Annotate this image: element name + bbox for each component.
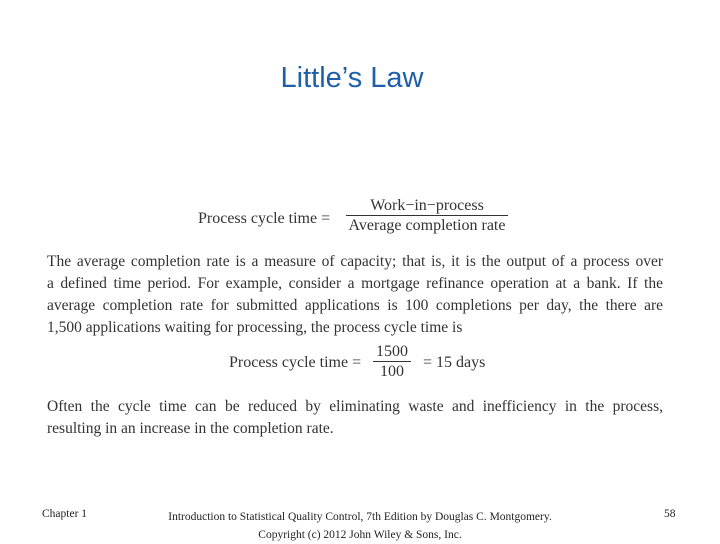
example-lhs: Process cycle time =: [229, 354, 362, 371]
slide-title: Little’s Law: [280, 62, 424, 94]
example-denominator: 100: [380, 363, 404, 380]
paragraph-line: The average completion rate is a measure of capacity; that is, it is the output of a process over: [47, 253, 663, 270]
paragraph-line: resulting in an increase in the completion rate.: [47, 420, 334, 437]
paragraph-line: 1,500 applications waiting for processing, the process cycle time is: [47, 319, 463, 336]
footer-chapter: Chapter 1: [42, 508, 88, 520]
footer-book-title: Introduction to Statistical Quality Control, 7th Edition by Douglas C. Montgomery.: [168, 511, 552, 523]
formula-numerator: Work−in−process: [370, 197, 484, 214]
paragraph-line: Often the cycle time can be reduced by eliminating waste and inefficiency in the process,: [47, 398, 663, 415]
paragraph-line: a defined time period. For example, consider a mortgage refinance operation at a bank. If the: [47, 275, 663, 292]
example-result: = 15 days: [423, 354, 486, 371]
paragraph-line: average completion rate for submitted applications is 100 completions per day, the there are: [47, 297, 663, 314]
example-fraction: [369, 342, 415, 381]
formula-fraction: [344, 196, 510, 235]
conclusion-paragraph: [47, 396, 663, 440]
formula-denominator: Average completion rate: [348, 217, 506, 234]
footer-copyright: [150, 508, 570, 544]
example-numerator: 1500: [376, 343, 408, 360]
footer-page-number: 58: [664, 508, 676, 520]
formula-lhs: Process cycle time =: [198, 210, 331, 227]
footer-copyright-line: Copyright (c) 2012 John Wiley & Sons, Inc.: [258, 529, 462, 541]
explanation-paragraph: [47, 251, 663, 339]
